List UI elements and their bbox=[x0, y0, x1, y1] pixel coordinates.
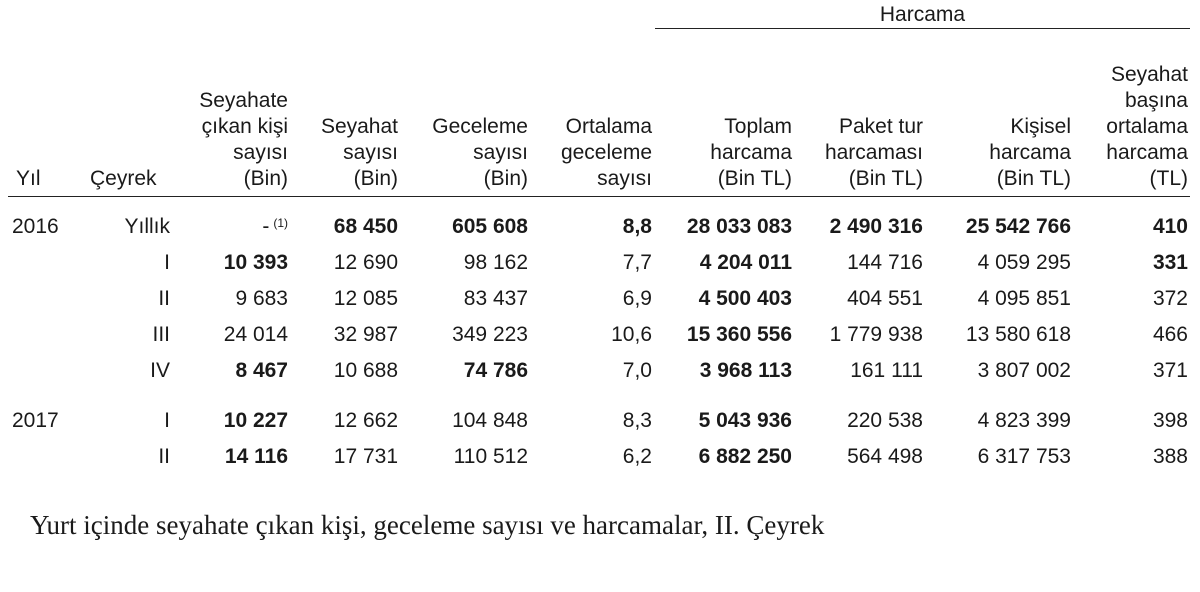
cell-value: 24 014 bbox=[223, 323, 288, 346]
cell-value: 144 716 bbox=[847, 251, 923, 274]
cell-kisi bbox=[170, 212, 288, 242]
cell-value: 371 bbox=[1152, 359, 1188, 382]
cell-seyahat bbox=[290, 212, 398, 242]
column-header-line: Geceleme bbox=[432, 115, 528, 138]
column-header-line: Seyahate bbox=[199, 89, 288, 112]
cell-value: 13 580 618 bbox=[965, 323, 1071, 346]
cell-value: 8,3 bbox=[622, 409, 652, 432]
cell-seyahat bbox=[290, 284, 398, 314]
cell-paket bbox=[795, 248, 923, 278]
column-header-line: (Bin) bbox=[483, 167, 528, 190]
column-header-line: harcaması bbox=[824, 141, 923, 164]
header-underline bbox=[8, 196, 1190, 197]
column-header-line: Çeyrek bbox=[90, 167, 157, 190]
table-caption: Yurt içinde seyahate çıkan kişi, geceleme sayısı ve harcamalar, II. Çeyrek bbox=[30, 510, 825, 540]
cell-value: 14 116 bbox=[224, 445, 288, 468]
cell-value: 17 731 bbox=[333, 445, 398, 468]
cell-value: II bbox=[158, 445, 170, 468]
table-row bbox=[0, 284, 1200, 314]
cell-ortalama bbox=[530, 212, 652, 242]
cell-kisisel bbox=[925, 356, 1071, 386]
column-header-line: harcama bbox=[710, 141, 792, 164]
cell-value: 10 227 bbox=[223, 409, 288, 432]
cell-value: 372 bbox=[1152, 287, 1188, 310]
cell-value: 12 662 bbox=[333, 409, 398, 432]
cell-kisisel bbox=[925, 248, 1071, 278]
column-header-toplam bbox=[660, 32, 792, 192]
cell-value: III bbox=[152, 323, 170, 346]
cell-value: IV bbox=[150, 359, 170, 382]
cell-value: 388 bbox=[1152, 445, 1188, 468]
cell-kisisel bbox=[925, 320, 1071, 350]
cell-paket bbox=[795, 212, 923, 242]
cell-yil bbox=[12, 212, 82, 242]
cell-value: 68 450 bbox=[333, 215, 398, 238]
cell-value: 2016 bbox=[12, 215, 59, 238]
cell-geceleme bbox=[400, 248, 528, 278]
cell-value: II bbox=[158, 287, 170, 310]
cell-paket bbox=[795, 442, 923, 472]
column-header-line: (Bin TL) bbox=[848, 167, 923, 190]
cell-value: 32 987 bbox=[333, 323, 398, 346]
column-header-line: harcama bbox=[1106, 141, 1188, 164]
cell-ceyrek bbox=[80, 406, 170, 436]
cell-toplam bbox=[660, 248, 792, 278]
table-row bbox=[0, 212, 1200, 242]
cell-kisisel bbox=[925, 442, 1071, 472]
cell-ceyrek bbox=[80, 248, 170, 278]
cell-geceleme bbox=[400, 442, 528, 472]
cell-ortalama bbox=[530, 320, 652, 350]
cell-value: 110 512 bbox=[453, 445, 528, 468]
column-header-paket bbox=[795, 32, 923, 192]
cell-value: 466 bbox=[1152, 323, 1188, 346]
column-header-kisisel bbox=[925, 32, 1071, 192]
cell-value: 4 823 399 bbox=[977, 409, 1071, 432]
cell-value: 15 360 556 bbox=[686, 323, 792, 346]
cell-ortalama bbox=[530, 356, 652, 386]
cell-value: 28 033 083 bbox=[686, 215, 792, 238]
column-header-line: ortalama bbox=[1106, 115, 1188, 138]
column-header-line: sayısı bbox=[343, 141, 398, 164]
cell-value: 3 968 113 bbox=[699, 359, 792, 382]
cell-value: 8 467 bbox=[235, 359, 288, 382]
cell-paket bbox=[795, 356, 923, 386]
column-header-line: (Bin TL) bbox=[717, 167, 792, 190]
cell-basina bbox=[1075, 248, 1188, 278]
cell-value: 349 223 bbox=[452, 323, 528, 346]
cell-toplam bbox=[660, 406, 792, 436]
cell-value: 104 848 bbox=[452, 409, 528, 432]
column-header-line: geceleme bbox=[560, 141, 652, 164]
column-header-line: sayısı bbox=[473, 141, 528, 164]
cell-toplam bbox=[660, 356, 792, 386]
cell-value: 161 111 bbox=[850, 359, 923, 382]
cell-ortalama bbox=[530, 406, 652, 436]
cell-geceleme bbox=[400, 284, 528, 314]
column-header-line: Seyahat bbox=[1110, 63, 1188, 86]
cell-paket bbox=[795, 320, 923, 350]
cell-value: 74 786 bbox=[463, 359, 528, 382]
cell-value: 605 608 bbox=[452, 215, 528, 238]
cell-value: 1 779 938 bbox=[829, 323, 923, 346]
column-header-seyahat bbox=[290, 32, 398, 192]
group-header-underline bbox=[655, 28, 1190, 29]
column-header-line: başına bbox=[1124, 89, 1188, 112]
table-row bbox=[0, 248, 1200, 278]
cell-value: - bbox=[262, 215, 270, 238]
cell-value: 404 551 bbox=[847, 287, 923, 310]
cell-ceyrek bbox=[80, 212, 170, 242]
cell-ortalama bbox=[530, 284, 652, 314]
cell-value: 4 500 403 bbox=[698, 287, 792, 310]
cell-geceleme bbox=[400, 356, 528, 386]
cell-kisi bbox=[170, 320, 288, 350]
cell-value: 564 498 bbox=[847, 445, 923, 468]
table-row bbox=[0, 356, 1200, 386]
column-header-line: Paket tur bbox=[838, 115, 923, 138]
cell-basina bbox=[1075, 320, 1188, 350]
cell-toplam bbox=[660, 320, 792, 350]
cell-toplam bbox=[660, 442, 792, 472]
cell-value: 10,6 bbox=[611, 323, 652, 346]
cell-value: 83 437 bbox=[463, 287, 528, 310]
cell-value: 10 688 bbox=[333, 359, 398, 382]
cell-basina bbox=[1075, 212, 1188, 242]
cell-value: 6,2 bbox=[622, 445, 652, 468]
cell-value: 3 807 002 bbox=[977, 359, 1071, 382]
cell-kisisel bbox=[925, 406, 1071, 436]
cell-kisisel bbox=[925, 212, 1071, 242]
cell-value: 4 095 851 bbox=[977, 287, 1071, 310]
column-header-line: Toplam bbox=[724, 115, 792, 138]
cell-ortalama bbox=[530, 442, 652, 472]
cell-kisisel bbox=[925, 284, 1071, 314]
column-header-geceleme bbox=[400, 32, 528, 192]
cell-value: 7,0 bbox=[622, 359, 652, 382]
cell-value: I bbox=[164, 409, 170, 432]
cell-toplam bbox=[660, 212, 792, 242]
cell-seyahat bbox=[290, 356, 398, 386]
cell-value: 5 043 936 bbox=[698, 409, 792, 432]
column-header-line: (Bin) bbox=[353, 167, 398, 190]
cell-kisi bbox=[170, 284, 288, 314]
column-header-line: (Bin TL) bbox=[996, 167, 1071, 190]
cell-value: Yıllık bbox=[124, 215, 170, 238]
cell-kisi bbox=[170, 356, 288, 386]
column-header-kisi bbox=[170, 32, 288, 192]
cell-basina bbox=[1075, 442, 1188, 472]
cell-value: 7,7 bbox=[622, 251, 652, 274]
column-header-ceyrek bbox=[90, 32, 170, 192]
cell-ceyrek bbox=[80, 442, 170, 472]
cell-value: 12 085 bbox=[333, 287, 398, 310]
cell-value: 410 bbox=[1152, 215, 1188, 238]
cell-yil bbox=[12, 406, 82, 436]
column-header-line: Seyahat bbox=[320, 115, 398, 138]
cell-ortalama bbox=[530, 248, 652, 278]
cell-value: 8,8 bbox=[622, 215, 652, 238]
column-header-line: (TL) bbox=[1149, 167, 1188, 190]
footnote-marker: (1) bbox=[273, 216, 288, 230]
cell-value: 25 542 766 bbox=[965, 215, 1071, 238]
group-header-harcama: Harcama bbox=[879, 3, 966, 26]
cell-kisi bbox=[170, 248, 288, 278]
cell-toplam bbox=[660, 284, 792, 314]
table-row bbox=[0, 320, 1200, 350]
table-row bbox=[0, 442, 1200, 472]
cell-value: 6 317 753 bbox=[977, 445, 1071, 468]
cell-value: 4 059 295 bbox=[977, 251, 1071, 274]
cell-ceyrek bbox=[80, 284, 170, 314]
table-row bbox=[0, 406, 1200, 436]
cell-value: 10 393 bbox=[223, 251, 288, 274]
cell-value: 2 490 316 bbox=[829, 215, 923, 238]
column-header-line: sayısı bbox=[597, 167, 652, 190]
cell-value: 331 bbox=[1152, 251, 1188, 274]
column-header-yil bbox=[16, 32, 76, 192]
cell-geceleme bbox=[400, 212, 528, 242]
cell-value: 398 bbox=[1152, 409, 1188, 432]
cell-value: 9 683 bbox=[235, 287, 288, 310]
cell-geceleme bbox=[400, 320, 528, 350]
cell-paket bbox=[795, 406, 923, 436]
column-header-line: Yıl bbox=[16, 167, 41, 190]
cell-seyahat bbox=[290, 406, 398, 436]
cell-basina bbox=[1075, 406, 1188, 436]
cell-ceyrek bbox=[80, 320, 170, 350]
cell-value: 98 162 bbox=[463, 251, 528, 274]
column-header-line: harcama bbox=[989, 141, 1071, 164]
cell-value: 6,9 bbox=[622, 287, 652, 310]
cell-value: 2017 bbox=[12, 409, 59, 432]
cell-value: 6 882 250 bbox=[698, 445, 792, 468]
column-header-line: çıkan kişi bbox=[201, 115, 288, 138]
column-header-line: Ortalama bbox=[565, 115, 652, 138]
cell-seyahat bbox=[290, 320, 398, 350]
column-header-basina bbox=[1075, 32, 1188, 192]
cell-kisi bbox=[170, 442, 288, 472]
cell-value: 4 204 011 bbox=[699, 251, 792, 274]
column-header-line: sayısı bbox=[233, 141, 288, 164]
cell-paket bbox=[795, 284, 923, 314]
cell-value: I bbox=[164, 251, 170, 274]
column-header-line: (Bin) bbox=[243, 167, 288, 190]
cell-value: 220 538 bbox=[847, 409, 923, 432]
cell-geceleme bbox=[400, 406, 528, 436]
column-header-ortalama bbox=[530, 32, 652, 192]
cell-ceyrek bbox=[80, 356, 170, 386]
cell-seyahat bbox=[290, 248, 398, 278]
column-header-line: Kişisel bbox=[1010, 115, 1071, 138]
cell-basina bbox=[1075, 356, 1188, 386]
cell-value: 12 690 bbox=[333, 251, 398, 274]
cell-kisi bbox=[170, 406, 288, 436]
cell-seyahat bbox=[290, 442, 398, 472]
cell-basina bbox=[1075, 284, 1188, 314]
